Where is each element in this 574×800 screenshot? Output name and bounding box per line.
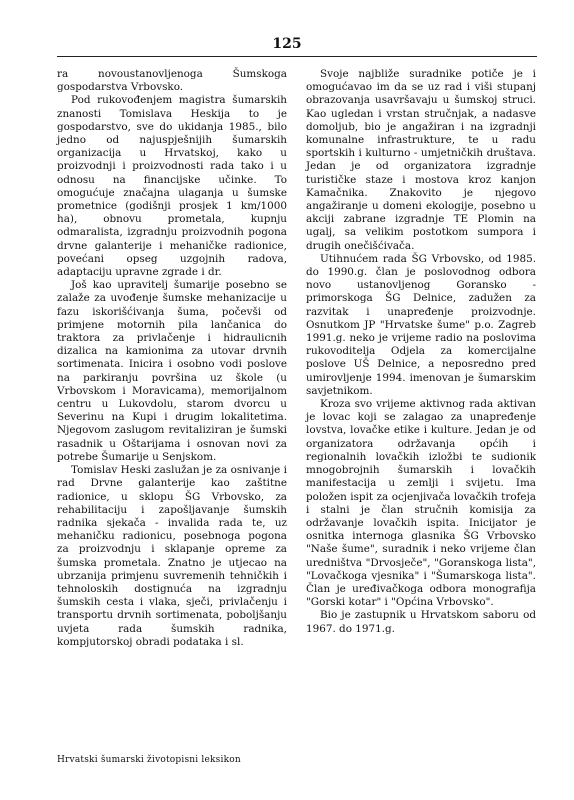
right-column [306, 68, 536, 636]
paragraph: ra novoustanovljenoga Šumskoga gospodarstva Vrbovsko. [57, 68, 287, 94]
footer-title: Hrvatski šumarski životopisni leksikon [57, 755, 241, 765]
page-number: 125 [272, 36, 302, 52]
left-column [57, 68, 287, 649]
paragraph: Kroza svo vrijeme aktivnog rada aktivan je lovac koji se zalagao za unapređenje lovstva, lovačke etike i kulture. Jedan je od organizatora održavanja općih i regionalnih lovačkih izložbi te sudionik mnogobrojnih šumarskih i lovačkih manifestacija u zemlji i svijetu. Ima položen ispit za ocjenjivača lovačkih trofeja i stalni je član stručnih komisija za održavanje lovačkih ispita. Inicijator je osnitka internoga glasnika ŠG Vrbovsko "Naše šume", suradnik i neko vrijeme član uredništva "Drvosječe", "Goranskoga lista", "Lovačkoga vjesnika" i "Šumarskoga lista". Član je uređivačkoga odbora monografija "Gorski kotar" i "Općina Vrbovsko". [306, 398, 536, 609]
paragraph: Bio je zastupnik u Hrvatskom saboru od 1967. do 1971.g. [306, 609, 536, 635]
paragraph: Utihnućem rada ŠG Vrbovsko, od 1985. do 1990.g. član je poslovodnog odbora novo ustanovljenog Goransko - primorskoga ŠG Delnice, zadužen za razvitak i unapređenje proizvodnje. Osnutkom JP "Hrvatske šume" p.o. Zagreb 1991.g. neko je vrijeme radio na poslovima rukovoditelja Odjela za komercijalne poslove UŠ Delnice, a neposredno pred umirovljenje 1994. imenovan je šumarskim savjetnikom. [306, 252, 536, 397]
paragraph: Pod rukovođenjem magistra šumarskih znanosti Tomislava Heskija to je gospodarstvo, sve do ukidanja 1985., bilo jedno od najuspješnijih šumarskih organizacija u Hrvatskoj, kako u proizvodnji i proizvodnosti rada tako i u odnosu na financijske učinke. To omogućuje značajna ulaganja u šumske prometnice (godišnji prosjek 1 km/1000 ha), obnovu prometala, kupnju odmaralista, izgradnju proizvodnih pogona drvne galanterije i mehaničke radionice, povećani opseg uzgojnih radova, adaptaciju upravne zgrade i dr. [57, 94, 287, 279]
paragraph: Svoje najbliže suradnike potiče je i omogućavao im da se uz rad i viši stupanj obrazovanja usavršavaju u šumskoj struci. Kao ugledan i vrstan stručnjak, a nadasve domoljub, bio je angažiran i na izgradnji komunalne infrastrukture, te u radu sportskih i kulturno - umjetničkih društava. Jedan je od organizatora izgradnje turističke staze i mostova kroz kanjon Kamačnika. Znakovito je njegovo angažiranje u domeni ekologije, posebno u akciji zabrane izgradnje TE Plomin na ugalj, sa velikim postotkom sumpora i drugih onečišćivača. [306, 68, 536, 252]
paragraph: Tomislav Heski zaslužan je za osnivanje i rad Drvne galanterije kao zaštitne radionice, u sklopu ŠG Vrbovsko, za rehabilitaciju i zapošljavanje šumskih radnika sjekača - invalida rada te, uz mehaničku radionicu, posebnoga pogona za proizvodnju i sklapanje opreme za šumska prometala. Znatno je utjecao na ubrzanija primjenu suvremenih tehničkih i tehnoloskih dostignuća na izgradnju šumskih cesta i vlaka, sječi, privlačenju i transportu drvnih sortimenata, poboljšanju uvjeta rada šumskih radnika, kompjutorskoj obradi podataka i sl. [57, 464, 287, 648]
header-rule [57, 56, 537, 57]
paragraph: Još kao upravitelj šumarije posebno se zalaže za uvođenje šumske mehanizacije u fazu iskorišćivanja šuma, počevši od primjene motornih pila lančanica do traktora za privlačenje i hidraulicnih dizalica na kamionima za utovar drvnih sortimenata. Inicira i osobno vodi poslove na parkiranju površina uz škole (u Vrbovskom i Moravicama), memorijalnom centru u Lukovdolu, starom dvorcu u Severinu na Kupi i drugim lokalitetima. Njegovom zaslugom revitaliziran je šumski rasadnik u Oštarijama i osnovan novi za potrebe Šumarije u Senjskom. [57, 279, 287, 463]
